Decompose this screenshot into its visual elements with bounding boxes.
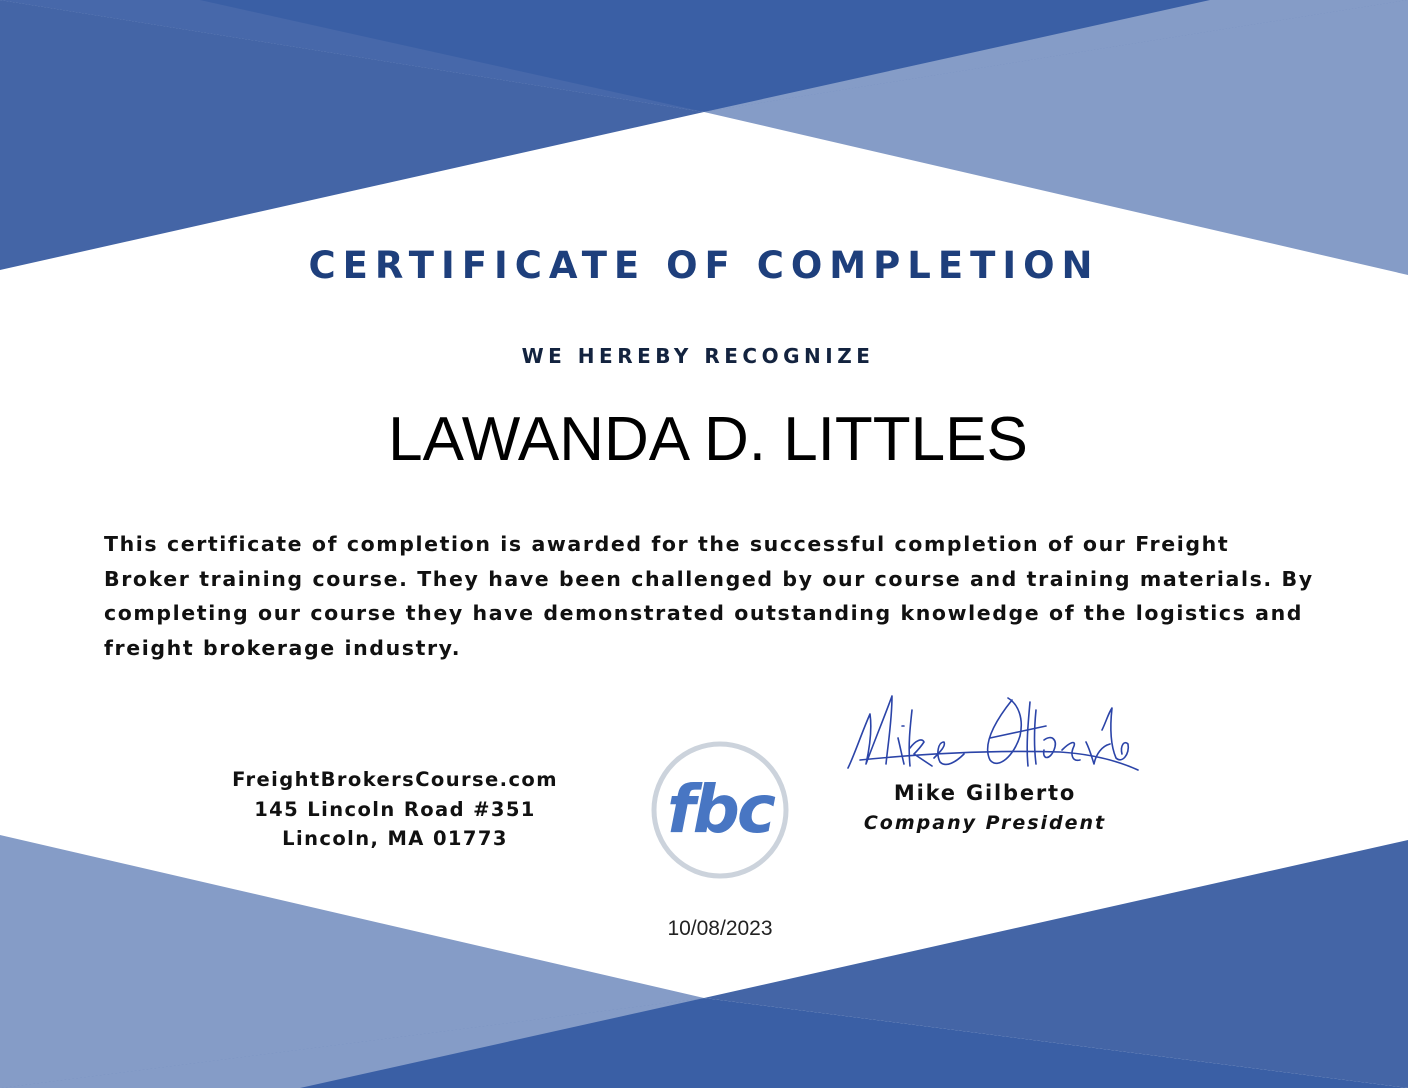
signatory-title: Company President [863,812,1107,834]
recipient-name: LAWANDA D. LITTLES [388,405,1028,474]
company-address-block [178,765,612,854]
company-address-line1: 145 Lincoln Road #351 [254,797,536,821]
company-logo [648,738,792,882]
logo-text: fbc [666,771,774,848]
certificate-title: CERTIFICATE OF COMPLETION [308,244,1100,287]
recognition-subtitle: WE HEREBY RECOGNIZE [521,344,875,368]
certificate-date: 10/08/2023 [667,917,773,940]
handwritten-signature [840,680,1150,780]
signatory-name: Mike Gilberto [893,781,1077,805]
company-website: FreightBrokersCourse.com [232,768,558,791]
certificate-body-text: This certificate of completion is awarded for the successful completion of our Freight Broker training course. They have been challenged by our course and training materials. By completing our course they have demonstrated outstanding knowledge of the logistics and freight brokerage industry. [104,532,1314,660]
company-address-line2: Lincoln, MA 01773 [282,827,508,850]
